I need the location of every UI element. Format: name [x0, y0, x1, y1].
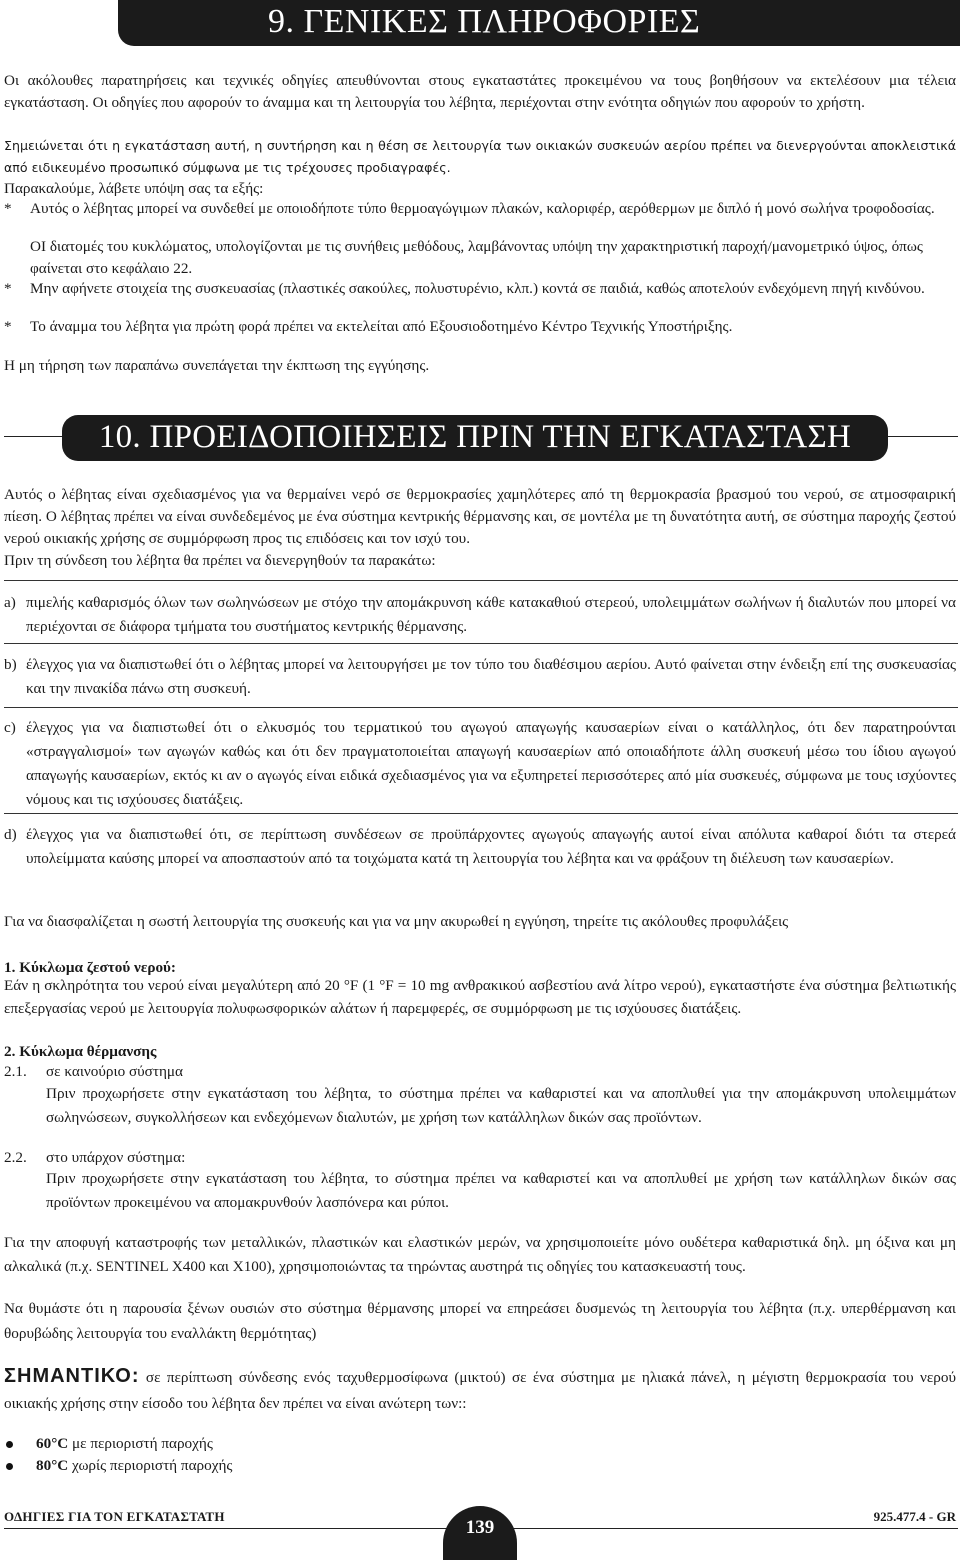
check-item: [4, 716, 956, 812]
page-number-badge: [443, 1506, 517, 1560]
bullet-dot: [6, 1441, 13, 1448]
heating-item-text: Πριν προχωρήσετε στην εγκατάσταση του λέβητα, το σύστημα πρέπει να καθαριστεί και να αποπλυθεί με χρήση των κατάλληλων δικών σας προϊόντων προκειμένου να απομακρυνθούν λασπόνερα και ρύποι.: [46, 1170, 956, 1211]
heating-item-text: Πριν προχωρήσετε στην εγκατάσταση του λέβητα, το σύστημα πρέπει να καθαριστεί και να αποπλυθεί για την απομάκρυνση υπολειμμάτων σωληνώσεων, συγκολλήσεων και ενδεχόμενων διαλυτών, με χρήση των κατάλληλων δικών σας προϊόντων.: [46, 1085, 956, 1126]
temp-condition: χωρίς περιοριστή παροχής: [72, 1457, 233, 1474]
check-text: έλεγχος για να διαπιστωθεί ότι ο λέβητας μπορεί να λειτουργήσει με τον τύπο του διαθέσιμου αερίου. Αυτό φαίνεται στην ένδειξη επί της συσκευασίας και την πινακίδα πάνω στη συσκευή.: [26, 656, 956, 697]
bullet-mark: *: [4, 200, 12, 217]
section-9-please: Παρακαλούμε, λάβετε υπόψη σας τα εξής:: [4, 180, 264, 197]
divider: [4, 580, 958, 581]
temp-value: 60°C: [36, 1435, 69, 1452]
section-10-header: [62, 415, 888, 461]
warranty-rules: Για να διασφαλίζεται η σωστή λειτουργία της συσκευής και για να μην ακυρωθεί η εγγύηση, τηρείτε τις ακόλουθες προφυλάξεις: [4, 913, 789, 930]
foreign-substances-text: Να θυμάστε ότι η παρουσία ξένων ουσιών στο σύστημα θέρμανσης μπορεί να επηρεάσει δυσμενώς τη λειτουργία του λέβητα (π.χ. υπερθέρμανση και θορυβώδης λειτουργία του εναλλάκτη θερμότητας): [4, 1300, 956, 1342]
check-text: έλεγχος για να διαπιστωθεί ότι, σε περίπτωση συνδέσεων σε προϋπάρχοντες αγωγούς απαγωγής αυτοί είναι απόλυτα καθαροί διότι τα στερεά υπολείμματα καύσης μπορεί να αποσπαστούν από τα τοιχώματα κατά τη λειτουργία του λέβητα και να φράξουν τη διέλευση των καυσαερίων.: [26, 826, 956, 867]
check-item: [4, 591, 956, 639]
bullet-text: ΟΙ διατομές του κυκλώματος, υπολογίζονται με τις συνήθεις μεθόδους, λαμβάνοντας υπόψη την χαρακτηριστική παροχή/μανομετρικό ύψος, όπως φαίνεται στο κεφάλαιο 22.: [30, 238, 923, 277]
divider: [4, 643, 958, 644]
check-label: c): [4, 719, 16, 736]
divider: [4, 813, 958, 814]
section-9-bullet: [4, 278, 956, 300]
hot-water-heading: 1. Κύκλωμα ζεστού νερού:: [4, 959, 176, 976]
divider: [4, 707, 958, 708]
section-9-title: 9. ΓΕΝΙΚΕΣ ΠΛΗΡΟΦΟΡΙΕΣ: [268, 3, 701, 40]
temp-condition: με περιοριστή παροχής: [72, 1435, 213, 1452]
section-9-header: [118, 0, 960, 46]
bullet-text: Το άναμμα του λέβητα για πρώτη φορά πρέπει να εκτελείται από Εξουσιοδοτημένο Κέντρο Τεχνικής Υποστήριξης.: [30, 318, 733, 335]
bullet-text: Αυτός ο λέβητας μπορεί να συνδεθεί με οποιοδήποτε τύπο θερμοαγώγιμων πλακών, καλοριφέρ, αερόθερμων με διπλό ή μονό σωλήνα τροφοδοσίας.: [30, 200, 935, 217]
temp-limit-item: [36, 1454, 232, 1478]
hot-water-text: Εάν η σκληρότητα του νερού είναι μεγαλύτερη από 20 °F (1 °F = 10 mg ανθρακικού ασβεστίου ανά λίτρο νερού), εγκαταστήστε ένα σύστημα βελτιωτικής επεξεργασίας νερού με λειτουργία πολυφωσφορικών αλάτων ή παρεμφερές, σε συμμόρφωση με τις ισχύουσες διατάξεις.: [4, 977, 956, 1017]
section-9-bullet: [4, 198, 956, 220]
check-item: [4, 823, 956, 871]
section-9-intro: Οι ακόλουθες παρατηρήσεις και τεχνικές οδηγίες απευθύνονται στους εγκαταστάτες προκειμένου να τους βοηθήσουν να εκτελέσουν μια τέλεια εγκατάσταση. Οι οδηγίες που αφορούν το άναμμα και τη λειτουργία του λέβητα, περιέχονται στην ενότητα οδηγιών που αφορούν το χρήστη.: [4, 72, 956, 111]
section-9-bullet: [4, 236, 956, 279]
heating-item-number: 2.2.: [4, 1149, 27, 1166]
section-10-intro: Αυτός ο λέβητας είναι σχεδιασμένος για να θερμαίνει νερό σε θερμοκρασίες χαμηλότερες από τη θερμοκρασία βρασμού του νερού, σε ατμοσφαιρική πίεση. Ο λέβητας πρέπει να είναι συνδεδεμένος με ένα σύστημα κεντρικής θέρμανσης και, σε μοντέλα με τη δυνατότητα αυτή, σε σύστημα παροχής ζεστού νερού οικιακής χρήσης σε συμμόρφωση προς τις επιδόσεις και τον ισχύ του.: [4, 486, 956, 547]
check-label: d): [4, 826, 17, 843]
footer-doc-code: 925.477.4 - GR: [873, 1509, 956, 1524]
important-text: σε περίπτωση σύνδεσης ενός ταχυθερμοσίφωνα (μικτού) σε ένα σύστημα με ηλιακά πάνελ, η μέγιστη θερμοκρασία του νερού οικιακής χρήσης στην είσοδο του λέβητα δεν πρέπει να είναι ανώτερη των::: [4, 1369, 956, 1412]
heating-heading: 2. Κύκλωμα θέρμανσης: [4, 1043, 157, 1060]
check-text: πιμελής καθαρισμός όλων των σωληνώσεων με στόχο την απομάκρυνση κάθε κατακαθιού στερεού, υπολειμμάτων σωλήνων ή διαλυτών που μπορεί να περιέχονται σε διάφορα τμήματα του συστήματος κεντρικής θέρμανσης.: [26, 594, 956, 635]
section-9-note: Σημειώνεται ότι η εγκατάσταση αυτή, η συντήρηση και η θέση σε λειτουργία των οικιακών συσκευών αερίου πρέπει να διενεργούνται αποκλειστικά από ειδικευμένο προσωπικό σύμφωνα με τις τρέχουσες προδιαγραφές.: [4, 138, 956, 175]
heating-item-number: 2.1.: [4, 1063, 27, 1080]
heating-item-title: στο υπάρχον σύστημα:: [46, 1149, 186, 1166]
bullet-text: Μην αφήνετε στοιχεία της συσκευασίας (πλαστικές σακούλες, πολυστυρένιο, κλπ.) κοντά σε παιδιά, καθώς αποτελούν ενδεχόμενη πηγή κινδύνου.: [30, 280, 925, 297]
bullet-mark: *: [4, 280, 12, 297]
section-9-warranty: Η μη τήρηση των παραπάνω συνεπάγεται την έκπτωση της εγγύησης.: [4, 357, 430, 374]
bullet-dot: [6, 1463, 13, 1470]
temp-value: 80°C: [36, 1457, 69, 1474]
footer-title: ΟΔΗΓΙΕΣ ΓΙΑ ΤΟΝ ΕΓΚΑΤΑΣΤΑΤΗ: [4, 1509, 225, 1524]
section-10-title: 10. ΠΡΟΕΙΔΟΠΟΙΗΣΕΙΣ ΠΡΙΝ ΤΗΝ ΕΓΚΑΤΑΣΤΑΣΗ: [98, 419, 852, 455]
section-9-bullet: [4, 316, 956, 338]
check-label: b): [4, 656, 17, 673]
important-note: [4, 1363, 956, 1417]
heating-item-title: σε καινούριο σύστημα: [46, 1063, 183, 1080]
bullet-mark: *: [4, 318, 12, 335]
damage-text: Για την αποφυγή καταστροφής των μεταλλικών, πλαστικών και ελαστικών μερών, να χρησιμοποιείτε μόνο ουδέτερα καθαριστικά δηλ. μη όξινα και μη αλκαλικά (π.χ. SENTINEL X400 και X100), χρησιμοποιώντας τα τηρώντας αυστηρά τις οδηγίες του κατασκευαστή τους.: [4, 1234, 956, 1275]
page-number: 139: [465, 1517, 495, 1538]
temp-limit-item: [36, 1432, 213, 1456]
important-label: ΣΗΜΑΝΤΙΚΟ:: [4, 1365, 140, 1387]
check-item: [4, 653, 956, 701]
check-text: έλεγχος για να διαπιστωθεί ότι ο ελκυσμός του τερματικού του αγωγού απαγωγής καυσαερίων είναι ο κατάλληλος, ότι δεν παρατηρούνται «στραγγαλισμοί» των αγωγών καθώς και ότι δεν πραγματοποιείται απαγωγή καυσαερίων από οποιαδήποτε άλλη συσκευή μέσω του ίδιου αγωγού απαγωγής καυσαερίων, εκτός κι αν ο αγωγός είναι ειδικά σχεδιασμένος για να εξυπηρετεί περισσότερες από μία συσκευές, σύμφωνα με τους ισχύοντες νόμους και τις ισχύουσες διατάξεις.: [26, 719, 956, 808]
check-label: a): [4, 594, 16, 611]
section-10-before: Πριν τη σύνδεση του λέβητα θα πρέπει να διενεργηθούν τα παρακάτω:: [4, 552, 436, 569]
